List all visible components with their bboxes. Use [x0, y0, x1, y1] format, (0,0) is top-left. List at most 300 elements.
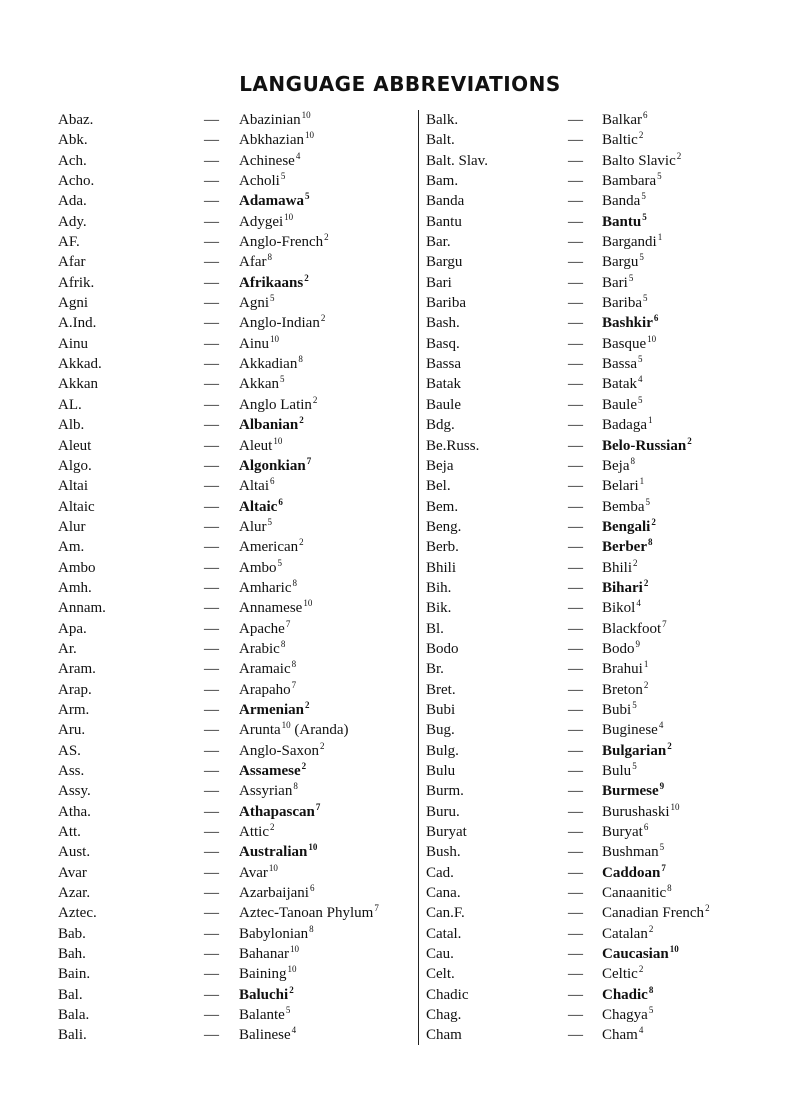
source-footnote: 2	[305, 699, 310, 710]
separator-dash: —	[204, 376, 219, 393]
language-label: Catalan	[602, 925, 648, 942]
language-label: Alur	[239, 518, 267, 535]
language-label: Basque	[602, 335, 647, 352]
language-name	[602, 619, 667, 639]
source-footnote: 8	[648, 984, 654, 995]
source-footnote: 5	[285, 1005, 291, 1016]
abbreviation: Bl.	[426, 620, 444, 637]
separator-dash: —	[204, 478, 219, 495]
language-label: Akkadian	[239, 356, 298, 373]
abbreviation: AS.	[58, 742, 81, 759]
language-label: Azarbaijani	[239, 885, 309, 902]
language-name	[602, 110, 647, 130]
language-label: Chagya	[602, 1007, 648, 1024]
separator-dash: —	[204, 824, 219, 841]
language-label: Balto Slavic	[602, 152, 676, 169]
language-label: Bulu	[602, 763, 632, 779]
language-label: Afrikaans	[239, 274, 304, 291]
source-footnote: 2	[643, 577, 649, 588]
language-label: Assyrian	[239, 783, 293, 800]
abbreviation-row	[426, 761, 766, 781]
separator-dash: —	[568, 905, 583, 922]
abbreviation-row	[426, 558, 766, 578]
abbreviation-row	[58, 497, 418, 517]
language-name	[602, 252, 644, 272]
language-label: Canadian French	[602, 905, 705, 922]
language-name	[602, 985, 653, 1005]
separator-dash: —	[568, 315, 583, 332]
abbreviation-row	[426, 639, 766, 659]
separator-dash: —	[568, 620, 583, 637]
separator-dash: —	[204, 457, 219, 474]
source-footnote: 6	[270, 476, 275, 487]
language-name	[602, 436, 692, 456]
source-footnote: 10	[284, 211, 294, 222]
source-footnote: 6	[309, 883, 315, 894]
abbreviation: A.Ind.	[58, 315, 97, 332]
language-name	[602, 924, 653, 944]
separator-dash: —	[204, 254, 219, 271]
separator-dash: —	[204, 498, 219, 515]
left-column	[58, 110, 418, 1046]
language-name	[239, 293, 275, 313]
abbreviation: Bari	[426, 274, 452, 291]
abbreviation: Acho.	[58, 173, 95, 190]
source-footnote: 2	[289, 984, 294, 995]
abbreviation-row	[426, 903, 766, 923]
language-label: Balante	[239, 1007, 285, 1024]
abbreviation-row	[58, 619, 418, 639]
source-footnote: 1	[639, 476, 645, 487]
language-label: Attic	[239, 824, 269, 841]
language-name	[239, 822, 275, 842]
abbreviation-row	[58, 802, 418, 822]
abbreviation: Ass.	[58, 763, 85, 779]
abbreviation-row	[426, 354, 766, 374]
abbreviation-row	[426, 598, 766, 618]
abbreviation: Aztec.	[58, 905, 97, 922]
separator-dash: —	[568, 966, 583, 983]
separator-dash: —	[568, 213, 583, 230]
language-label: Bushman	[602, 844, 659, 861]
separator-dash: —	[568, 518, 583, 535]
language-name	[602, 374, 643, 394]
source-footnote: 1	[657, 232, 663, 243]
source-footnote: 8	[280, 638, 286, 649]
language-label: Armenian	[239, 701, 304, 718]
source-footnote: 5	[642, 211, 647, 222]
separator-dash: —	[204, 417, 219, 434]
source-footnote: 8	[291, 659, 297, 670]
abbreviation: Ar.	[58, 640, 77, 657]
source-footnote: 8	[647, 537, 653, 548]
language-name	[239, 781, 298, 801]
language-label: Bassa	[602, 356, 637, 373]
language-name	[602, 497, 650, 517]
source-footnote: 5	[280, 374, 285, 385]
abbreviation: Akkad.	[58, 356, 102, 373]
language-name	[239, 964, 297, 984]
language-name	[239, 497, 283, 517]
source-footnote: 5	[642, 293, 648, 304]
abbreviation: Atha.	[58, 803, 91, 820]
source-footnote: 6	[642, 110, 648, 120]
abbreviation-row	[426, 964, 766, 984]
abbreviation-row	[58, 456, 418, 476]
separator-dash: —	[204, 661, 219, 678]
abbreviation: Bubi	[426, 701, 456, 718]
separator-dash: —	[204, 559, 219, 576]
language-name	[602, 680, 648, 700]
abbreviation: Bem.	[426, 498, 459, 515]
source-footnote: 2	[324, 232, 329, 243]
language-label: Arapaho	[239, 681, 291, 698]
language-label: Afar	[239, 254, 267, 271]
separator-dash: —	[204, 640, 219, 657]
language-name	[602, 842, 664, 862]
source-footnote: 8	[293, 781, 298, 792]
separator-dash: —	[204, 701, 219, 718]
abbreviation: Bhili	[426, 559, 457, 576]
language-label: Bengali	[602, 518, 651, 535]
separator-dash: —	[568, 946, 583, 963]
abbreviation: Cau.	[426, 946, 454, 963]
language-name	[602, 354, 643, 374]
language-label: Aleut	[239, 437, 273, 454]
abbreviation: Be.Russ.	[426, 437, 480, 454]
right-column	[426, 110, 766, 1046]
separator-dash: —	[568, 925, 583, 942]
language-name	[602, 313, 658, 333]
language-label: Belari	[602, 478, 639, 495]
abbreviation: Altai	[58, 478, 88, 495]
language-name	[602, 903, 710, 923]
language-label: Anglo-French	[239, 234, 324, 251]
abbreviation-row	[58, 334, 418, 354]
abbreviation-columns	[0, 110, 800, 1050]
source-footnote: 8	[298, 354, 303, 365]
source-footnote: 2	[676, 150, 682, 161]
abbreviation: Cad.	[426, 864, 454, 881]
language-label: Anglo-Saxon	[239, 742, 319, 759]
language-name	[602, 130, 643, 150]
language-label: Abazinian	[239, 112, 301, 128]
separator-dash: —	[568, 356, 583, 373]
abbreviation: Bik.	[426, 600, 452, 617]
abbreviation: Balt.	[426, 132, 455, 149]
language-label: Annamese	[239, 600, 303, 617]
abbreviation: Buru.	[426, 803, 460, 820]
language-name	[239, 883, 314, 903]
abbreviation-row	[426, 415, 766, 435]
separator-dash: —	[204, 763, 219, 779]
language-label: Australian	[239, 844, 308, 861]
separator-dash: —	[204, 1027, 219, 1044]
separator-dash: —	[568, 396, 583, 413]
source-footnote: 10	[303, 598, 313, 609]
separator-dash: —	[204, 579, 219, 596]
abbreviation-row	[58, 883, 418, 903]
separator-dash: —	[568, 498, 583, 515]
language-label: Ainu	[239, 335, 269, 352]
language-label: Bodo	[602, 640, 635, 657]
language-label: Breton	[602, 681, 643, 698]
separator-dash: —	[568, 295, 583, 312]
separator-dash: —	[568, 478, 583, 495]
language-label: Arabic	[239, 640, 280, 657]
abbreviation: Bret.	[426, 681, 456, 698]
abbreviation-row	[426, 171, 766, 191]
abbreviation-row	[426, 252, 766, 272]
abbreviation: Bam.	[426, 173, 459, 190]
separator-dash: —	[204, 783, 219, 800]
separator-dash: —	[204, 518, 219, 535]
source-footnote: 10	[281, 720, 291, 731]
language-name	[602, 802, 680, 822]
separator-dash: —	[568, 864, 583, 881]
abbreviation: AF.	[58, 234, 80, 251]
source-footnote: 10	[268, 862, 278, 873]
abbreviation: Bargu	[426, 254, 463, 271]
abbreviation-row	[426, 842, 766, 862]
language-label: Anglo Latin	[239, 396, 312, 413]
source-footnote: 2	[299, 415, 304, 426]
separator-dash: —	[204, 213, 219, 230]
language-label: Adamawa	[239, 193, 305, 210]
abbreviation: Afar	[58, 254, 86, 271]
separator-dash: —	[568, 539, 583, 556]
separator-dash: —	[204, 132, 219, 149]
abbreviation: Bantu	[426, 213, 462, 230]
source-footnote: 4	[638, 1025, 644, 1036]
source-footnote: 6	[653, 313, 659, 324]
abbreviation-row	[58, 863, 418, 883]
source-footnote: 6	[278, 496, 283, 507]
separator-dash: —	[204, 844, 219, 861]
language-name	[239, 110, 311, 130]
separator-dash: —	[204, 681, 219, 698]
separator-dash: —	[568, 132, 583, 149]
abbreviation-row	[58, 944, 418, 964]
language-label: Bariba	[602, 295, 642, 312]
source-footnote: 2	[705, 903, 710, 914]
separator-dash: —	[204, 864, 219, 881]
source-footnote: 2	[304, 272, 309, 283]
source-footnote: 8	[667, 883, 672, 894]
language-label: Caucasian	[602, 946, 669, 963]
abbreviation: Bulg.	[426, 742, 459, 759]
abbreviation: Bar.	[426, 234, 451, 251]
language-label: Bulgarian	[602, 742, 667, 759]
abbreviation-row	[426, 659, 766, 679]
language-name	[602, 598, 641, 618]
language-label: Caddoan	[602, 864, 661, 881]
language-name	[602, 212, 647, 232]
source-footnote: 5	[639, 252, 644, 263]
separator-dash: —	[568, 1007, 583, 1024]
abbreviation-row	[426, 985, 766, 1005]
language-name	[602, 476, 644, 496]
abbreviation-row	[426, 700, 766, 720]
source-footnote: 10	[308, 842, 318, 853]
abbreviation-row	[58, 273, 418, 293]
language-label: Balinese	[239, 1027, 291, 1044]
source-footnote: 2	[643, 679, 649, 690]
language-name	[239, 313, 325, 333]
source-footnote: 7	[661, 862, 666, 873]
abbreviation-row	[58, 517, 418, 537]
separator-dash: —	[568, 701, 583, 718]
abbreviation: Ainu	[58, 335, 88, 352]
language-name	[239, 212, 293, 232]
language-name	[239, 252, 272, 272]
source-footnote: 7	[315, 801, 321, 812]
source-footnote: 2	[638, 964, 644, 975]
language-name	[602, 700, 637, 720]
abbreviation: Aust.	[58, 844, 91, 861]
abbreviation: Cham	[426, 1027, 462, 1044]
abbreviation: Avar	[58, 864, 87, 881]
abbreviation: Bulu	[426, 763, 456, 779]
abbreviation-row	[58, 537, 418, 557]
abbreviation: Bah.	[58, 946, 86, 963]
source-footnote: 2	[648, 923, 654, 934]
abbreviation: Akkan	[58, 376, 98, 393]
abbreviation-row	[426, 395, 766, 415]
abbreviation: Chag.	[426, 1007, 462, 1024]
abbreviation-row	[58, 680, 418, 700]
separator-dash: —	[568, 844, 583, 861]
abbreviation: Altaic	[58, 498, 95, 515]
source-footnote: 4	[638, 374, 643, 385]
abbreviation-row	[58, 781, 418, 801]
separator-dash: —	[568, 579, 583, 596]
abbreviation-row	[426, 456, 766, 476]
source-footnote: 10	[304, 130, 314, 141]
source-footnote: 5	[628, 272, 634, 283]
abbreviation-row	[58, 924, 418, 944]
abbreviation: Beja	[426, 457, 454, 474]
language-name	[239, 700, 310, 720]
abbreviation-row	[426, 334, 766, 354]
abbreviation-row	[426, 151, 766, 171]
source-footnote: 10	[670, 801, 680, 812]
language-label: Akkan	[239, 376, 279, 393]
abbreviation-row	[58, 741, 418, 761]
abbreviation: Beng.	[426, 518, 462, 535]
source-footnote: 1	[647, 415, 653, 426]
abbreviation-row	[58, 903, 418, 923]
abbreviation: Baule	[426, 396, 461, 413]
language-label: Brahui	[602, 661, 643, 678]
language-label: Ambo	[239, 559, 277, 576]
separator-dash: —	[568, 152, 583, 169]
source-footnote: 7	[662, 618, 667, 629]
language-name	[239, 639, 285, 659]
language-label: American	[239, 539, 299, 556]
abbreviation-row	[58, 313, 418, 333]
language-label: Aztec-Tanoan Phylum	[239, 905, 374, 922]
abbreviation: Aru.	[58, 722, 86, 739]
language-name	[602, 741, 672, 761]
abbreviation-row	[426, 1005, 766, 1025]
source-footnote: 4	[291, 1025, 297, 1036]
source-footnote: 6	[643, 822, 649, 833]
separator-dash: —	[204, 234, 219, 251]
abbreviation: Catal.	[426, 925, 462, 942]
source-footnote: 8	[267, 252, 272, 263]
abbreviation-row	[58, 232, 418, 252]
abbreviation: Annam.	[58, 600, 106, 617]
language-label: Baltic	[602, 132, 638, 149]
language-label: Cham	[602, 1027, 638, 1044]
abbreviation: Alur	[58, 518, 86, 535]
source-footnote: 2	[312, 394, 318, 405]
separator-dash: —	[568, 681, 583, 698]
language-name	[239, 802, 320, 822]
source-footnote: 1	[643, 659, 649, 670]
separator-dash: —	[204, 742, 219, 759]
language-label: Bambara	[602, 173, 657, 190]
abbreviation-row	[58, 374, 418, 394]
source-footnote: 2	[299, 537, 304, 548]
source-footnote: 10	[647, 333, 657, 344]
language-name	[239, 395, 317, 415]
language-label: Arunta	[239, 722, 281, 739]
source-footnote: 10	[273, 435, 283, 446]
source-footnote: 5	[277, 557, 282, 568]
abbreviation: Banda	[426, 193, 465, 210]
abbreviation: Buryat	[426, 824, 467, 841]
abbreviation: Azar.	[58, 885, 91, 902]
language-name	[239, 171, 285, 191]
abbreviation: Bih.	[426, 579, 452, 596]
abbreviation: Apa.	[58, 620, 87, 637]
separator-dash: —	[568, 763, 583, 779]
language-name	[239, 720, 349, 740]
language-name	[239, 741, 325, 761]
abbreviation-row	[426, 130, 766, 150]
language-label: Batak	[602, 376, 637, 393]
language-label: Bargu	[602, 254, 639, 271]
abbreviation: Ambo	[58, 559, 96, 576]
separator-dash: —	[568, 173, 583, 190]
separator-dash: —	[568, 437, 583, 454]
separator-dash: —	[204, 295, 219, 312]
separator-dash: —	[204, 986, 219, 1003]
separator-dash: —	[204, 1007, 219, 1024]
abbreviation-row	[58, 110, 418, 130]
abbreviation: Batak	[426, 376, 461, 393]
language-name	[239, 476, 275, 496]
language-label: Altai	[239, 478, 269, 495]
abbreviation-row	[426, 781, 766, 801]
abbreviation-row	[58, 822, 418, 842]
source-footnote: 2	[301, 761, 307, 771]
abbreviation-row	[426, 680, 766, 700]
language-name	[239, 151, 300, 171]
language-name	[602, 191, 646, 211]
language-name	[602, 1005, 653, 1025]
source-footnote: 5	[270, 293, 275, 304]
abbreviation-row	[58, 558, 418, 578]
abbreviation: Berb.	[426, 539, 459, 556]
source-footnote: 10	[289, 944, 299, 955]
abbreviation-row	[58, 598, 418, 618]
abbreviation-row	[58, 191, 418, 211]
language-label: Bhili	[602, 559, 633, 576]
language-name	[239, 680, 296, 700]
